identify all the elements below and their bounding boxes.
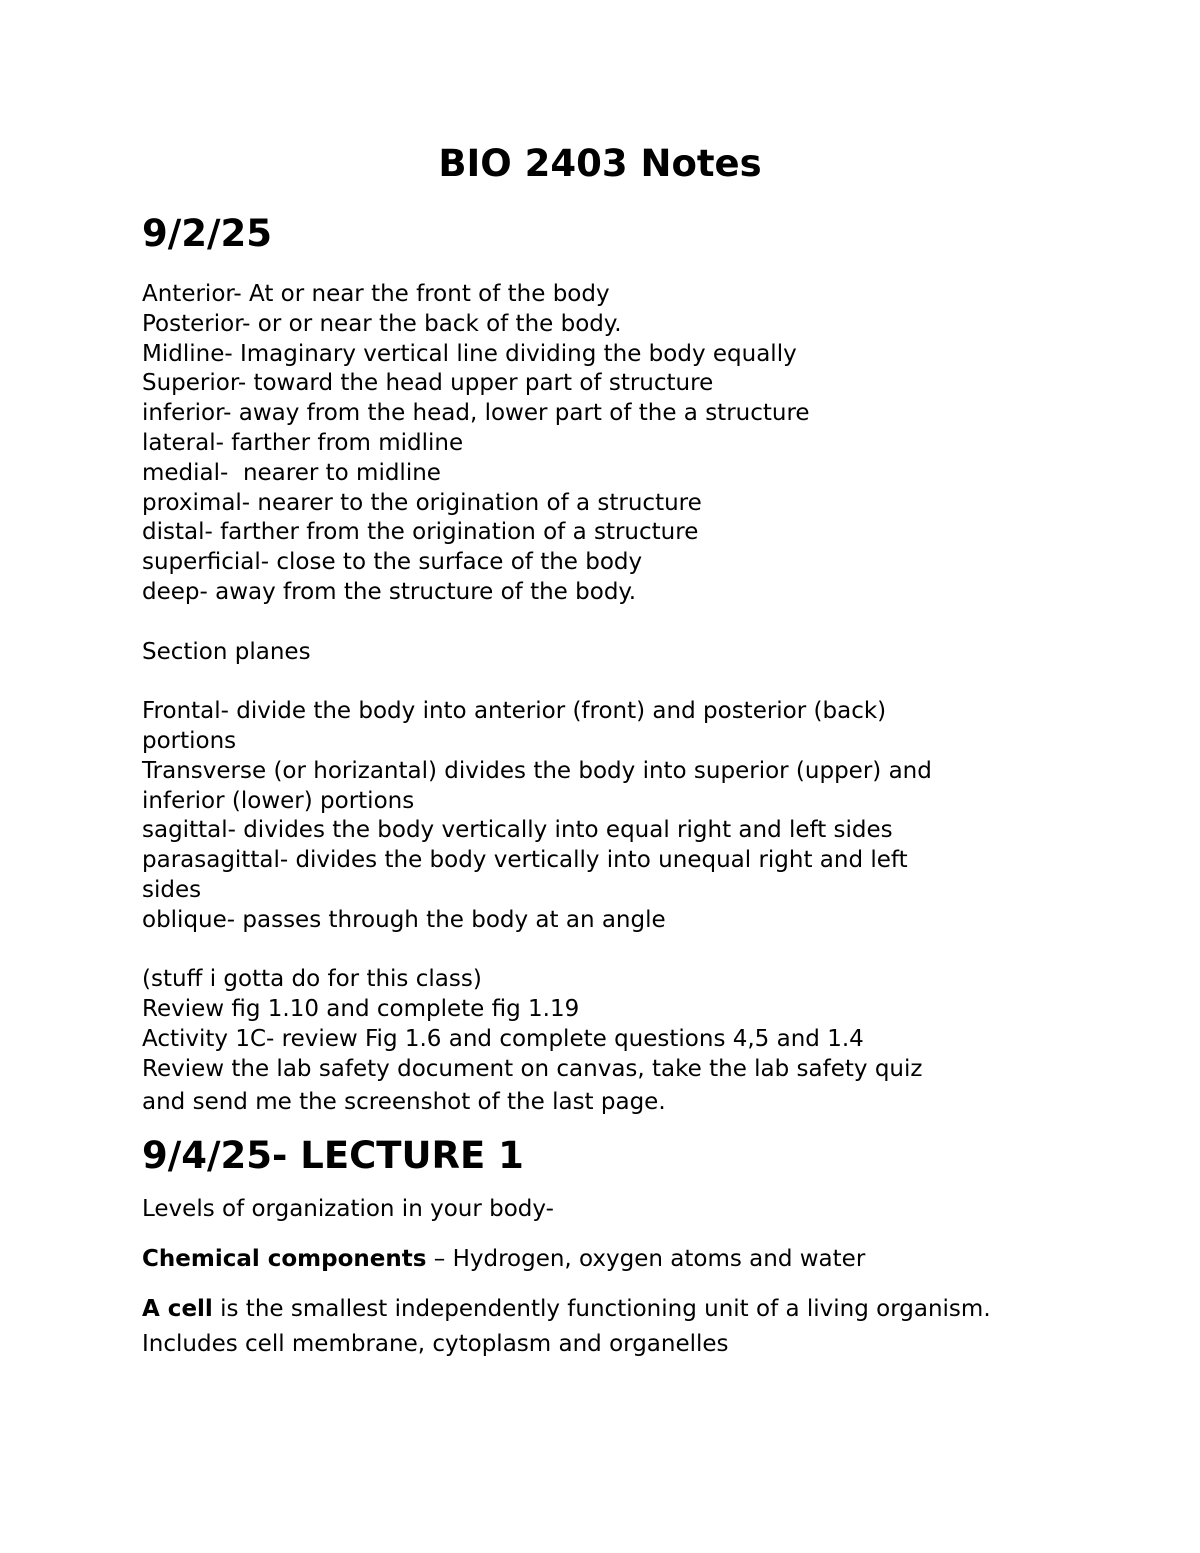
- list-item: Review fig 1.10 and complete fig 1.19: [142, 996, 580, 1023]
- notes-section-1: [142, 210, 1042, 1120]
- list-item: Transverse (or horizantal) divides the body into superior (upper) and: [142, 757, 932, 784]
- list-item: superficial- close to the surface of the body: [142, 549, 643, 576]
- cell-term: A cell: [142, 1296, 213, 1322]
- todo-list: [142, 965, 1042, 1119]
- section-planes-list: [142, 697, 1042, 935]
- spacer: [142, 608, 1042, 638]
- lecture-heading: 9/4/25- LECTURE 1: [142, 1134, 524, 1177]
- list-item: proximal- nearer to the origination of a structure: [142, 489, 702, 516]
- list-item: Review the lab safety document on canvas, take the lab safety quiz: [142, 1055, 923, 1082]
- spacer: [142, 936, 1042, 966]
- list-item: deep- away from the structure of the body.: [142, 578, 637, 605]
- date-heading: 9/2/25: [142, 212, 273, 255]
- list-item: Midline- Imaginary vertical line dividing the body equally: [142, 340, 797, 367]
- list-item: parasagittal- divides the body vertically into unequal right and left: [142, 847, 908, 874]
- list-item: and send me the screenshot of the last page.: [142, 1088, 666, 1115]
- list-item: oblique- passes through the body at an angle: [142, 906, 666, 933]
- cell-text: is the smallest independently functioning unit of a living organism. Includes cell membrane, cytoplasm and organelles: [142, 1296, 991, 1357]
- list-item: Frontal- divide the body into anterior (front) and posterior (back): [142, 698, 887, 725]
- list-item: portions: [142, 727, 237, 754]
- chemical-paragraph: [142, 1242, 1042, 1277]
- list-item: Anterior- At or near the front of the body: [142, 281, 610, 307]
- document-title: BIO 2403 Notes: [438, 142, 762, 185]
- spacer: [142, 667, 1042, 697]
- levels-intro: Levels of organization in your body-: [142, 1196, 554, 1222]
- chemical-text: – Hydrogen, oxygen atoms and water: [426, 1246, 866, 1272]
- list-item: sagittal- divides the body vertically into equal right and left sides: [142, 817, 893, 844]
- list-item: lateral- farther from midline: [142, 429, 464, 456]
- list-item: medial- nearer to midline: [142, 459, 441, 486]
- list-item: Posterior- or or near the back of the body.: [142, 310, 622, 337]
- list-item: inferior (lower) portions: [142, 787, 415, 814]
- notes-section-2: [142, 1132, 1042, 1377]
- list-item: inferior- away from the head, lower part of the a structure: [142, 400, 810, 427]
- list-item: Activity 1C- review Fig 1.6 and complete questions 4,5 and 1.4: [142, 1025, 864, 1052]
- chemical-term: Chemical components: [142, 1246, 427, 1272]
- list-item: sides: [142, 876, 202, 903]
- cell-paragraph: [142, 1292, 1042, 1362]
- section-planes-label: Section planes: [142, 638, 311, 665]
- directional-terms-list: [142, 280, 1042, 608]
- list-item: (stuff i gotta do for this class): [142, 966, 482, 993]
- list-item: distal- farther from the origination of a structure: [142, 519, 699, 546]
- list-item: Superior- toward the head upper part of structure: [142, 370, 714, 397]
